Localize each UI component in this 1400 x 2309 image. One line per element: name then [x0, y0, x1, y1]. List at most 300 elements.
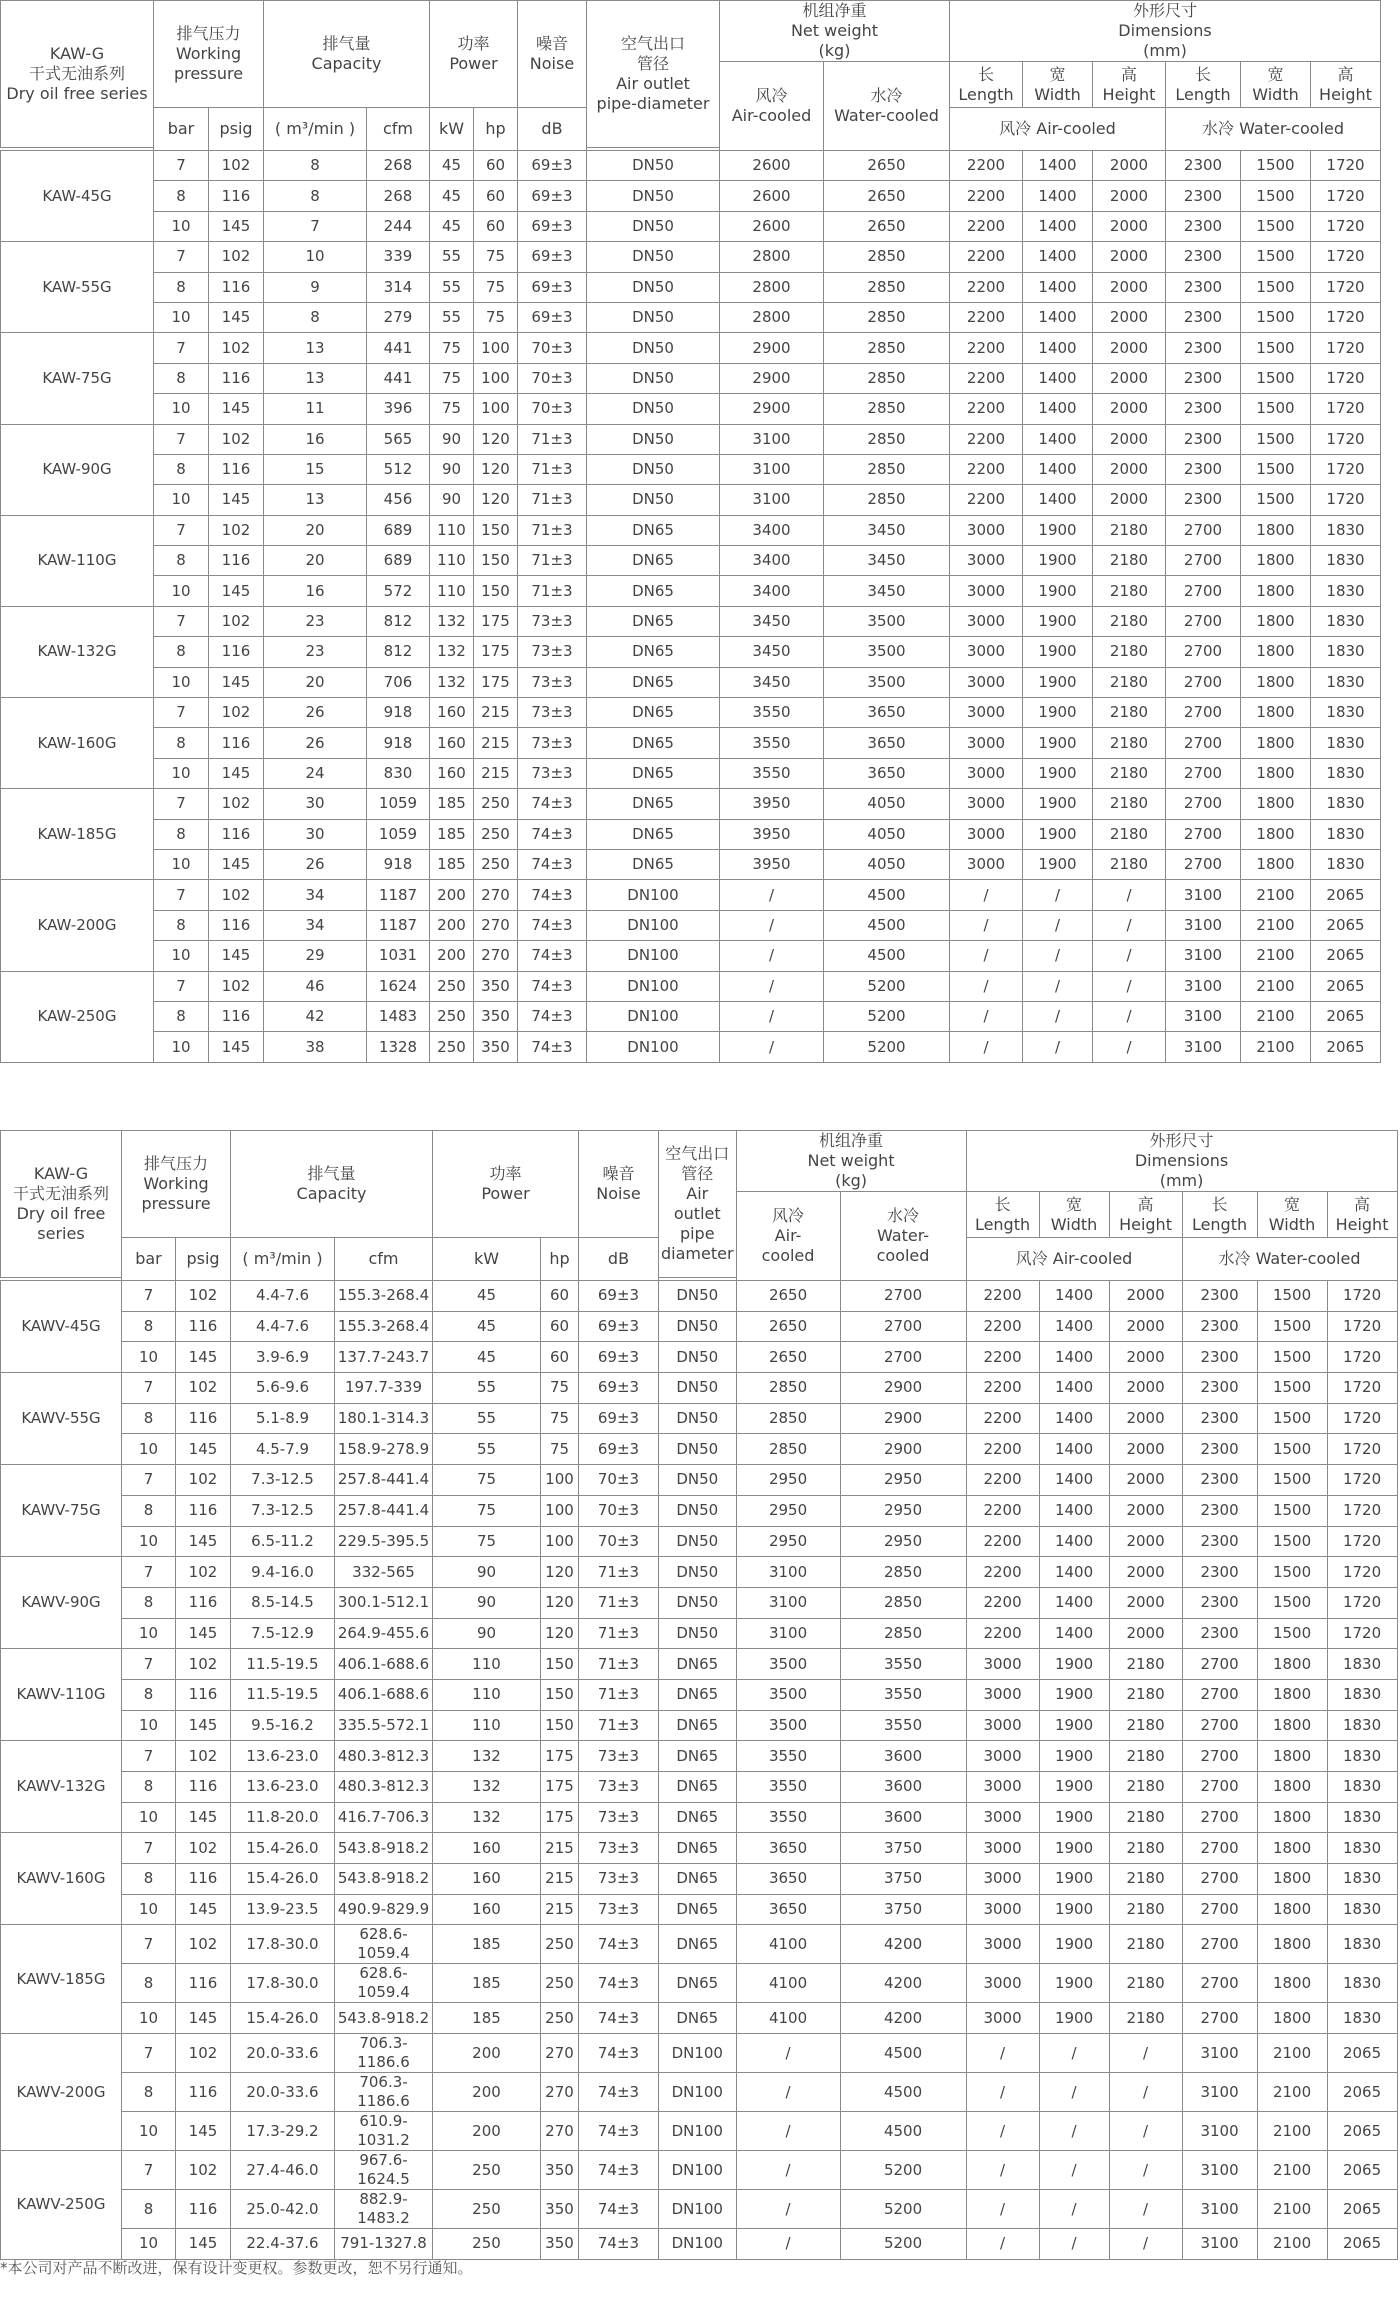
psig-cell: 116: [209, 637, 264, 667]
water-length-cell: 2700: [1166, 758, 1241, 788]
air-weight-cell: 3450: [720, 637, 824, 667]
cfm-cell: 610.9-1031.2: [335, 2112, 433, 2151]
air-length-header: 长 Length: [966, 1192, 1039, 1238]
air-width-cell: 1900: [1023, 819, 1093, 849]
db-cell: 73±3: [518, 728, 587, 758]
air-weight-cell: 2800: [720, 302, 824, 332]
air-width-cell: 1400: [1039, 1342, 1109, 1373]
outlet-cell: DN50: [587, 242, 720, 272]
table-row: [1, 1403, 1398, 1434]
air-weight-cell: 3100: [720, 424, 824, 454]
water-length-cell: 2300: [1166, 394, 1241, 424]
water-weight-cell: 2850: [824, 302, 950, 332]
water-height-cell: 1720: [1327, 1342, 1397, 1373]
cfm-cell: 1624: [367, 971, 430, 1001]
kw-cell: 200: [430, 880, 474, 910]
psig-cell: 116: [209, 363, 264, 393]
m3min-cell: 8: [264, 181, 367, 211]
water-length-cell: 2700: [1166, 698, 1241, 728]
cfm-cell: 706.3-1186.6: [335, 2073, 433, 2112]
table-row: [1, 181, 1381, 211]
air-width-cell: 1400: [1023, 211, 1093, 241]
table-body: [1, 1281, 1398, 2260]
air-width-cell: 1900: [1023, 546, 1093, 576]
water-width-cell: 2100: [1257, 2229, 1327, 2260]
db-cell: 73±3: [579, 1772, 659, 1803]
table-row: [1, 333, 1381, 363]
water-height-cell: 1830: [1327, 1649, 1397, 1680]
cfm-cell: 490.9-829.9: [335, 1894, 433, 1925]
air-length-cell: 3000: [950, 758, 1023, 788]
air-width-cell: 1400: [1023, 363, 1093, 393]
cfm-cell: 706.3-1186.6: [335, 2034, 433, 2073]
air-length-cell: 2200: [966, 1373, 1039, 1404]
cfm-cell: 197.7-339: [335, 1373, 433, 1404]
water-height-cell: 2065: [1327, 2112, 1397, 2151]
air-weight-cell: /: [720, 1032, 824, 1062]
psig-cell: 116: [209, 910, 264, 940]
air-weight-cell: /: [720, 910, 824, 940]
unit-bar: bar: [122, 1238, 176, 1281]
air-weight-cell: 2600: [720, 211, 824, 241]
m3min-cell: 4.5-7.9: [231, 1434, 335, 1465]
air-width-cell: 1900: [1023, 728, 1093, 758]
table-row: [1, 485, 1381, 515]
outlet-cell: DN50: [659, 1311, 737, 1342]
water-weight-cell: 2850: [840, 1587, 966, 1618]
water-height-cell: 1720: [1327, 1281, 1397, 1312]
water-weight-cell: 2650: [824, 151, 950, 181]
water-height-cell: 1830: [1311, 637, 1381, 667]
cfm-cell: 812: [367, 637, 430, 667]
outlet-header: 空气出口 管径 Air outlet pipe-diameter: [587, 1, 720, 148]
table-row: [1, 2034, 1398, 2073]
water-length-cell: 2700: [1166, 819, 1241, 849]
air-weight-cell: 3650: [736, 1864, 840, 1895]
cfm-cell: 689: [367, 546, 430, 576]
kw-cell: 200: [433, 2112, 541, 2151]
hp-cell: 350: [541, 2190, 579, 2229]
m3min-cell: 16: [264, 424, 367, 454]
model-name: KAW-45G: [1, 151, 154, 242]
psig-cell: 102: [176, 1465, 231, 1496]
m3min-cell: 9: [264, 272, 367, 302]
air-length-cell: 3000: [950, 546, 1023, 576]
air-width-cell: /: [1023, 880, 1093, 910]
db-cell: 73±3: [579, 1741, 659, 1772]
water-weight-cell: 4500: [824, 910, 950, 940]
air-width-cell: /: [1039, 2151, 1109, 2190]
cfm-cell: 406.1-688.6: [335, 1649, 433, 1680]
table-row: [1, 2229, 1398, 2260]
air-weight-cell: 2800: [720, 272, 824, 302]
db-cell: 73±3: [518, 698, 587, 728]
table-row: [1, 1495, 1398, 1526]
water-width-cell: 1800: [1257, 1679, 1327, 1710]
kw-cell: 132: [433, 1802, 541, 1833]
water-weight-cell: 3450: [824, 515, 950, 545]
psig-cell: 102: [209, 151, 264, 181]
air-height-cell: /: [1093, 971, 1166, 1001]
db-cell: 74±3: [518, 789, 587, 819]
table-row: [1, 637, 1381, 667]
psig-cell: 145: [176, 1618, 231, 1649]
air-length-cell: /: [950, 1001, 1023, 1031]
db-cell: 74±3: [579, 2034, 659, 2073]
cfm-cell: 918: [367, 698, 430, 728]
hp-cell: 75: [541, 1373, 579, 1404]
water-height-cell: 1830: [1327, 2003, 1397, 2034]
kw-cell: 90: [430, 424, 474, 454]
table-row: [1, 1925, 1398, 1964]
air-weight-cell: /: [720, 941, 824, 971]
air-weight-cell: /: [720, 880, 824, 910]
db-cell: 69±3: [579, 1311, 659, 1342]
hp-cell: 270: [541, 2112, 579, 2151]
air-width-cell: 1400: [1023, 242, 1093, 272]
model-name: KAWV-200G: [1, 2034, 122, 2151]
water-length-cell: 2700: [1166, 606, 1241, 636]
cfm-cell: 882.9-1483.2: [335, 2190, 433, 2229]
db-cell: 74±3: [579, 2003, 659, 2034]
air-weight-cell: 3500: [736, 1710, 840, 1741]
air-width-cell: 1400: [1023, 272, 1093, 302]
water-length-header: 长 Length: [1182, 1192, 1257, 1238]
water-height-cell: 1720: [1311, 485, 1381, 515]
air-weight-cell: 3650: [736, 1833, 840, 1864]
water-length-cell: 2300: [1166, 242, 1241, 272]
model-name: KAWV-55G: [1, 1373, 122, 1465]
db-cell: 74±3: [579, 2151, 659, 2190]
water-length-cell: 2300: [1182, 1557, 1257, 1588]
m3min-cell: 8: [264, 302, 367, 332]
psig-cell: 145: [209, 302, 264, 332]
water-width-cell: 1800: [1241, 637, 1311, 667]
water-cooled-weight-header: 水冷 Water-cooled: [824, 62, 950, 151]
air-width-cell: 1900: [1023, 637, 1093, 667]
outlet-cell: DN50: [587, 302, 720, 332]
air-weight-cell: 3550: [736, 1741, 840, 1772]
kw-cell: 160: [433, 1864, 541, 1895]
db-cell: 74±3: [518, 880, 587, 910]
table-row: [1, 2003, 1398, 2034]
air-weight-cell: /: [720, 971, 824, 1001]
water-weight-cell: 5200: [840, 2151, 966, 2190]
water-weight-cell: 2850: [840, 1557, 966, 1588]
kw-cell: 132: [433, 1741, 541, 1772]
cfm-cell: 543.8-918.2: [335, 1833, 433, 1864]
psig-cell: 145: [209, 758, 264, 788]
air-weight-cell: 2650: [736, 1342, 840, 1373]
water-height-cell: 1720: [1311, 363, 1381, 393]
water-width-cell: 1800: [1241, 576, 1311, 606]
air-height-header: 高 Height: [1093, 62, 1166, 108]
air-length-cell: 3000: [950, 819, 1023, 849]
cfm-cell: 628.6-1059.4: [335, 1964, 433, 2003]
table-row: [1, 2112, 1398, 2151]
water-width-cell: 1800: [1257, 1964, 1327, 2003]
bar-cell: 8: [122, 1679, 176, 1710]
water-height-cell: 1830: [1327, 1772, 1397, 1803]
cfm-cell: 155.3-268.4: [335, 1311, 433, 1342]
bar-cell: 10: [154, 1032, 209, 1062]
water-weight-cell: 3450: [824, 546, 950, 576]
db-cell: 69±3: [579, 1373, 659, 1404]
db-cell: 69±3: [518, 211, 587, 241]
kw-cell: 45: [430, 151, 474, 181]
psig-cell: 145: [209, 485, 264, 515]
noise-header: 噪音 Noise: [579, 1131, 659, 1238]
air-width-cell: 1900: [1039, 1772, 1109, 1803]
water-weight-cell: 3500: [824, 606, 950, 636]
water-length-cell: 2300: [1182, 1342, 1257, 1373]
m3min-cell: 17.8-30.0: [231, 1925, 335, 1964]
air-weight-cell: 3500: [736, 1679, 840, 1710]
air-weight-cell: 2900: [720, 394, 824, 424]
psig-cell: 145: [176, 2112, 231, 2151]
water-width-cell: 1500: [1241, 424, 1311, 454]
water-width-cell: 1500: [1241, 302, 1311, 332]
m3min-cell: 24: [264, 758, 367, 788]
bar-cell: 8: [154, 819, 209, 849]
air-width-cell: 1400: [1039, 1373, 1109, 1404]
bar-cell: 7: [154, 606, 209, 636]
kw-cell: 90: [433, 1587, 541, 1618]
air-weight-cell: 3550: [736, 1802, 840, 1833]
db-cell: 71±3: [579, 1679, 659, 1710]
table-row: [1, 1772, 1398, 1803]
cfm-cell: 791-1327.8: [335, 2229, 433, 2260]
air-width-cell: 1900: [1023, 667, 1093, 697]
m3min-cell: 17.3-29.2: [231, 2112, 335, 2151]
water-length-cell: 2300: [1166, 424, 1241, 454]
water-height-cell: 2065: [1311, 880, 1381, 910]
bar-cell: 10: [122, 1802, 176, 1833]
water-width-header: 宽 Width: [1257, 1192, 1327, 1238]
db-cell: 69±3: [518, 272, 587, 302]
water-length-cell: 2700: [1182, 1649, 1257, 1680]
air-width-cell: 1400: [1023, 302, 1093, 332]
kw-cell: 160: [430, 698, 474, 728]
air-height-cell: 2000: [1093, 424, 1166, 454]
air-width-cell: 1400: [1023, 181, 1093, 211]
cfm-cell: 480.3-812.3: [335, 1741, 433, 1772]
air-weight-cell: 3950: [720, 789, 824, 819]
water-height-cell: 1720: [1327, 1526, 1397, 1557]
psig-cell: 116: [209, 1001, 264, 1031]
outlet-cell: DN50: [659, 1403, 737, 1434]
psig-cell: 145: [176, 1802, 231, 1833]
air-height-cell: 2180: [1093, 606, 1166, 636]
water-weight-cell: 4500: [840, 2034, 966, 2073]
m3min-cell: 17.8-30.0: [231, 1964, 335, 2003]
db-cell: 69±3: [579, 1281, 659, 1312]
cfm-cell: 441: [367, 363, 430, 393]
unit-hp: hp: [474, 108, 518, 151]
outlet-cell: DN65: [659, 1964, 737, 2003]
air-height-cell: 2180: [1109, 1964, 1182, 2003]
water-weight-cell: 3750: [840, 1894, 966, 1925]
model-name: KAWV-110G: [1, 1649, 122, 1741]
air-width-cell: /: [1039, 2112, 1109, 2151]
water-width-cell: 1500: [1241, 454, 1311, 484]
table-row: [1, 363, 1381, 393]
water-length-cell: 3100: [1182, 2112, 1257, 2151]
water-width-cell: 1800: [1257, 2003, 1327, 2034]
kw-cell: 250: [430, 1032, 474, 1062]
kw-cell: 110: [433, 1649, 541, 1680]
kw-cell: 160: [430, 728, 474, 758]
m3min-cell: 9.4-16.0: [231, 1557, 335, 1588]
air-height-cell: 2000: [1093, 302, 1166, 332]
unit-kw: kW: [430, 108, 474, 151]
water-length-cell: 2700: [1182, 1864, 1257, 1895]
air-weight-cell: 4100: [736, 1925, 840, 1964]
air-length-cell: 2200: [966, 1403, 1039, 1434]
air-length-cell: 3000: [950, 637, 1023, 667]
water-width-cell: 1500: [1241, 272, 1311, 302]
water-height-cell: 1830: [1311, 728, 1381, 758]
psig-cell: 116: [176, 1772, 231, 1803]
water-width-cell: 1800: [1241, 606, 1311, 636]
water-height-header: 高 Height: [1311, 62, 1381, 108]
kw-cell: 185: [433, 2003, 541, 2034]
water-width-cell: 1500: [1241, 485, 1311, 515]
air-length-cell: /: [950, 910, 1023, 940]
water-height-cell: 1830: [1311, 849, 1381, 879]
air-weight-cell: 3100: [736, 1557, 840, 1588]
bar-cell: 8: [122, 1964, 176, 2003]
hp-cell: 215: [474, 728, 518, 758]
water-height-cell: 1720: [1327, 1557, 1397, 1588]
db-cell: 71±3: [518, 515, 587, 545]
cfm-cell: 812: [367, 606, 430, 636]
cfm-cell: 406.1-688.6: [335, 1679, 433, 1710]
power-header: 功率 Power: [430, 1, 518, 108]
air-width-cell: 1400: [1039, 1495, 1109, 1526]
water-height-cell: 2065: [1327, 2229, 1397, 2260]
hp-cell: 215: [541, 1894, 579, 1925]
outlet-cell: DN100: [587, 1001, 720, 1031]
table-row: [1, 789, 1381, 819]
kw-cell: 55: [433, 1373, 541, 1404]
water-weight-cell: 3500: [824, 667, 950, 697]
m3min-cell: 20: [264, 667, 367, 697]
water-width-cell: 1500: [1241, 333, 1311, 363]
water-weight-cell: 2850: [824, 485, 950, 515]
air-length-cell: 3000: [966, 1741, 1039, 1772]
water-width-cell: 1800: [1257, 1772, 1327, 1803]
table-row: [1, 546, 1381, 576]
water-width-cell: 1800: [1241, 789, 1311, 819]
air-weight-cell: 3550: [720, 698, 824, 728]
water-length-cell: 3100: [1166, 910, 1241, 940]
psig-cell: 102: [176, 1557, 231, 1588]
kw-cell: 45: [430, 181, 474, 211]
psig-cell: 116: [209, 728, 264, 758]
outlet-cell: DN65: [587, 546, 720, 576]
air-weight-cell: 2950: [736, 1465, 840, 1496]
air-length-cell: 3000: [950, 606, 1023, 636]
m3min-cell: 26: [264, 849, 367, 879]
noise-header: 噪音 Noise: [518, 1, 587, 108]
kw-cell: 45: [433, 1311, 541, 1342]
psig-cell: 145: [209, 941, 264, 971]
m3min-cell: 34: [264, 910, 367, 940]
table-row: [1, 910, 1381, 940]
kw-cell: 75: [433, 1495, 541, 1526]
water-weight-cell: 4050: [824, 789, 950, 819]
hp-cell: 60: [474, 211, 518, 241]
psig-cell: 116: [209, 546, 264, 576]
psig-cell: 116: [176, 2073, 231, 2112]
hp-cell: 250: [474, 849, 518, 879]
psig-cell: 102: [209, 515, 264, 545]
air-width-cell: 1400: [1039, 1526, 1109, 1557]
bar-cell: 7: [154, 698, 209, 728]
table-row: [1, 606, 1381, 636]
outlet-cell: DN100: [659, 2151, 737, 2190]
water-length-cell: 2700: [1182, 2003, 1257, 2034]
bar-cell: 8: [122, 1495, 176, 1526]
m3min-cell: 13: [264, 485, 367, 515]
m3min-cell: 9.5-16.2: [231, 1710, 335, 1741]
weight-header: 机组净重 Net weight (kg): [720, 1, 950, 62]
hp-cell: 120: [541, 1557, 579, 1588]
air-length-cell: 3000: [966, 1679, 1039, 1710]
outlet-cell: DN50: [587, 454, 720, 484]
water-length-cell: 3100: [1182, 2151, 1257, 2190]
model-name: KAW-160G: [1, 698, 154, 789]
bar-cell: 10: [122, 1526, 176, 1557]
air-width-cell: 1900: [1039, 1802, 1109, 1833]
water-width-cell: 2100: [1241, 1032, 1311, 1062]
air-length-cell: /: [950, 880, 1023, 910]
air-width-cell: /: [1039, 2190, 1109, 2229]
psig-cell: 102: [209, 698, 264, 728]
water-weight-cell: 2700: [840, 1342, 966, 1373]
air-width-cell: 1900: [1023, 789, 1093, 819]
water-length-cell: 2700: [1182, 1679, 1257, 1710]
psig-cell: 102: [176, 1741, 231, 1772]
air-width-cell: /: [1039, 2229, 1109, 2260]
hp-cell: 100: [474, 394, 518, 424]
water-weight-cell: 3600: [840, 1772, 966, 1803]
bar-cell: 7: [154, 151, 209, 181]
db-cell: 71±3: [579, 1710, 659, 1741]
water-weight-cell: 3550: [840, 1649, 966, 1680]
hp-cell: 100: [541, 1495, 579, 1526]
hp-cell: 215: [474, 758, 518, 788]
table-row: [1, 515, 1381, 545]
cfm-cell: 1059: [367, 789, 430, 819]
psig-cell: 145: [176, 1710, 231, 1741]
bar-cell: 7: [154, 242, 209, 272]
kw-cell: 250: [433, 2190, 541, 2229]
hp-cell: 100: [541, 1526, 579, 1557]
bar-cell: 8: [122, 1772, 176, 1803]
m3min-cell: 34: [264, 880, 367, 910]
model-name: KAW-90G: [1, 424, 154, 515]
air-width-cell: /: [1039, 2034, 1109, 2073]
water-length-cell: 2700: [1182, 1894, 1257, 1925]
hp-cell: 215: [541, 1833, 579, 1864]
air-length-cell: 3000: [966, 2003, 1039, 2034]
outlet-cell: DN50: [587, 211, 720, 241]
cfm-cell: 268: [367, 181, 430, 211]
water-height-cell: 2065: [1311, 971, 1381, 1001]
m3min-cell: 15.4-26.0: [231, 1833, 335, 1864]
